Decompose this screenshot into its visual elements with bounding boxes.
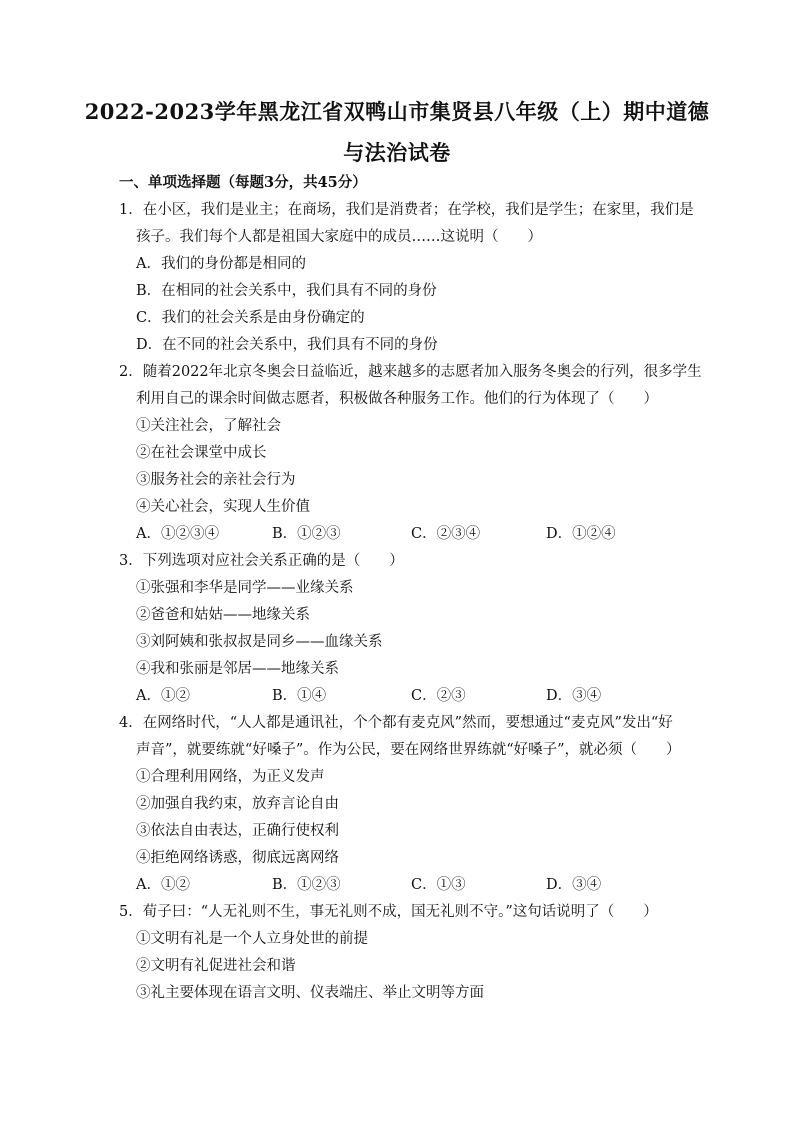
section-heading: 一、单项选择题（每题3分，共45分） [119, 174, 367, 191]
q4-statement-3: ③依法自由表达，正确行使权利 [136, 823, 339, 839]
q2-statement-1: ①关注社会，了解社会 [136, 418, 281, 434]
q1-stem-line1: 1．在小区，我们是业主；在商场，我们是消费者；在学校，我们是学生；在家里，我们是 [119, 202, 694, 218]
q3-stem-line1: 3．下列选项对应社会关系正确的是（ ） [119, 553, 404, 569]
q3-option-d: D．③④ [546, 688, 602, 704]
q3-option-b: B．①④ [272, 688, 327, 704]
q1-stem-line2: 孩子。我们每个人都是祖国大家庭中的成员……这说明（ ） [136, 229, 542, 245]
q4-option-c: C．①③ [411, 877, 466, 893]
q2-option-c: C．②③④ [411, 526, 481, 542]
q3-statement-1: ①张强和李华是同学——业缘关系 [136, 580, 354, 596]
q4-option-d: D．③④ [546, 877, 602, 893]
q4-option-b: B．①②③ [272, 877, 341, 893]
q3-option-a: A．①② [136, 688, 190, 704]
q3-statement-3: ③刘阿姨和张叔叔是同乡——血缘关系 [136, 634, 383, 650]
q5-statement-2: ②文明有礼促进社会和谐 [136, 958, 296, 974]
q4-statement-4: ④拒绝网络诱惑，彻底远离网络 [136, 850, 339, 866]
q1-option-b: B．在相同的社会关系中，我们具有不同的身份 [136, 283, 437, 299]
q3-statement-2: ②爸爸和姑姑——地缘关系 [136, 607, 310, 623]
q2-statement-3: ③服务社会的亲社会行为 [136, 472, 296, 488]
q2-statement-4: ④关心社会，实现人生价值 [136, 499, 310, 515]
q4-statement-2: ②加强自我约束，放弃言论自由 [136, 796, 339, 812]
q4-option-a: A．①② [136, 877, 190, 893]
exam-title-line2: 与法治试卷 [343, 140, 451, 165]
q3-statement-4: ④我和张丽是邻居——地缘关系 [136, 661, 339, 677]
q4-stem-line2: 声音”，就要练就“好嗓子”。作为公民，要在网络世界练就“好嗓子”，就必须（ ） [136, 742, 681, 758]
q2-option-a: A．①②③④ [136, 526, 219, 542]
q5-stem-line1: 5．荀子曰：“人无礼则不生，事无礼则不成，国无礼则不守。”这句话说明了（ ） [119, 904, 658, 920]
q2-stem-line2: 利用自己的课余时间做志愿者，积极做各种服务工作。他们的行为体现了（ ） [136, 391, 658, 407]
q1-option-d: D．在不同的社会关系中，我们具有不同的身份 [136, 337, 438, 353]
q2-statement-2: ②在社会课堂中成长 [136, 445, 267, 461]
q2-stem-line1: 2．随着2022年北京冬奥会日益临近，越来越多的志愿者加入服务冬奥会的行列，很多学生 [119, 364, 702, 380]
exam-title-line1: 2022-2023学年黑龙江省双鸭山市集贤县八年级（上）期中道德 [84, 99, 710, 124]
q1-option-a: A．我们的身份都是相同的 [136, 256, 306, 272]
q2-option-b: B．①②③ [272, 526, 341, 542]
q1-option-c: C．我们的社会关系是由身份确定的 [136, 310, 365, 326]
q4-statement-1: ①合理利用网络，为正义发声 [136, 769, 325, 785]
q3-option-c: C．②③ [411, 688, 466, 704]
q5-statement-1: ①文明有礼是一个人立身处世的前提 [136, 931, 368, 947]
q5-statement-3: ③礼主要体现在语言文明、仪表端庄、举止文明等方面 [136, 985, 484, 1001]
q4-stem-line1: 4．在网络时代，“人人都是通讯社，个个都有麦克风”然而，要想通过“麦克风”发出“好 [119, 715, 673, 731]
q2-option-d: D．①②④ [546, 526, 616, 542]
